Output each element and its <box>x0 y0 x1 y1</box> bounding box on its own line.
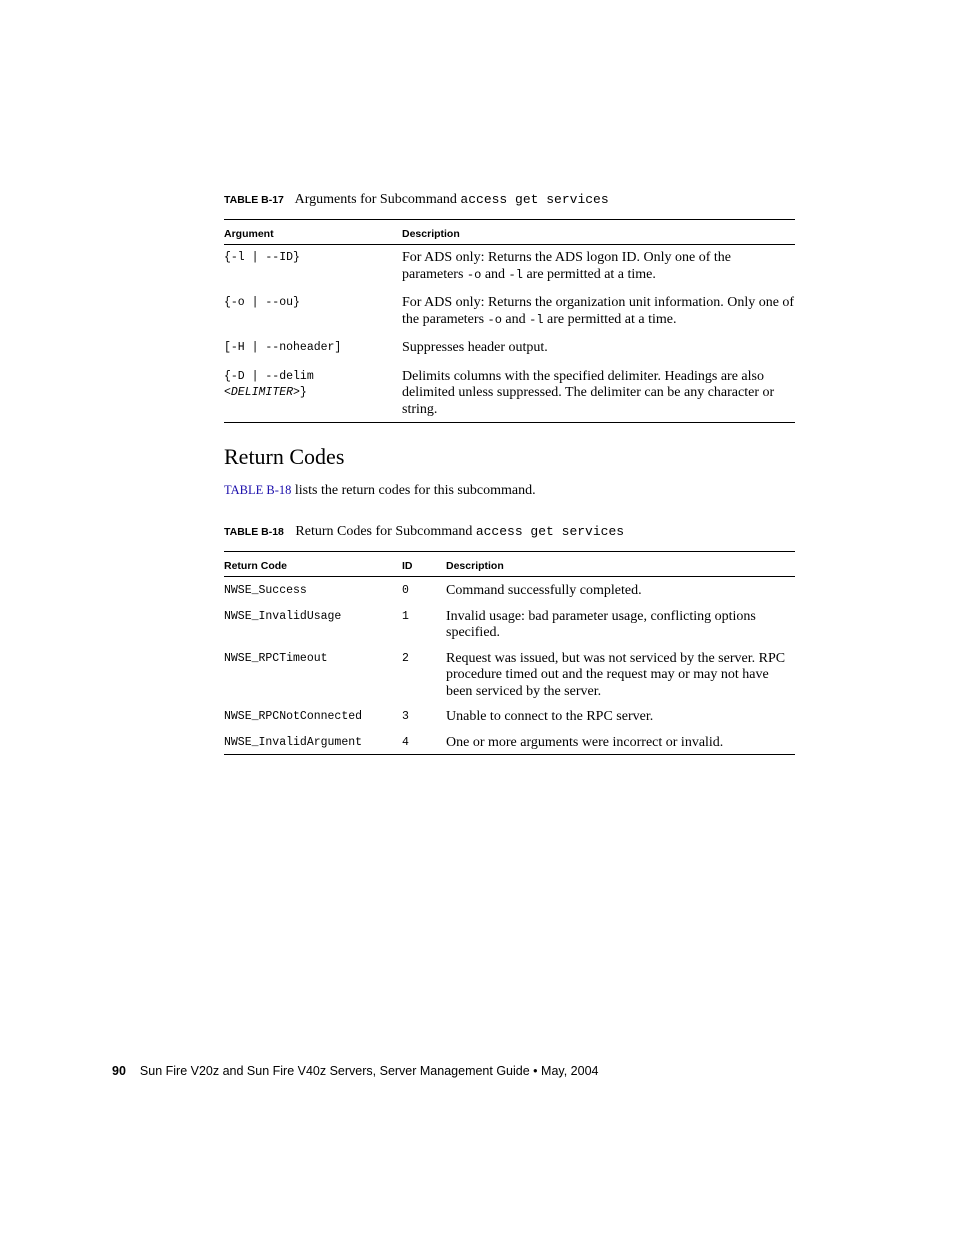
table-row <box>224 704 795 730</box>
arguments-table <box>224 219 795 423</box>
return-code-cell: NWSE_InvalidArgument <box>224 735 363 749</box>
table-b18-link[interactable]: TABLE B-18 <box>224 483 292 497</box>
column-header: Argument <box>224 228 274 240</box>
description-cell: Delimits columns with the specified delimiter. Headings are also delimited unless suppressed. The delimiter can be any character or string. <box>402 368 775 417</box>
paragraph-text: lists the return codes for this subcommand. <box>291 483 536 498</box>
table-row <box>224 245 795 291</box>
description-cell: For ADS only: Returns the ADS logon ID. Only one of the parameters -o and -l are permitted at a time. <box>402 250 731 282</box>
table-b17-label: TABLE B-17 <box>224 194 284 206</box>
description-cell: Unable to connect to the RPC server. <box>446 709 654 724</box>
column-header: Description <box>402 228 460 240</box>
table-row <box>224 335 795 364</box>
footer-date: May, 2004 <box>541 1064 599 1078</box>
id-cell: 2 <box>402 651 409 665</box>
argument-cell: {-l | --ID} <box>224 251 300 264</box>
section-paragraph <box>224 483 536 499</box>
table-b17-command: access get services <box>460 192 609 207</box>
description-cell: For ADS only: Returns the organization unit information. Only one of the parameters -o and -l are permitted at a time. <box>402 295 795 327</box>
id-cell: 4 <box>402 735 409 749</box>
id-cell: 1 <box>402 609 409 623</box>
table-row <box>224 364 795 423</box>
table-b17-title: Arguments for Subcommand <box>294 192 457 207</box>
page-number: 90 <box>112 1064 126 1078</box>
table-b18-caption <box>224 524 624 540</box>
return-code-cell: NWSE_Success <box>224 584 307 597</box>
table-b18-title: Return Codes for Subcommand <box>295 524 473 539</box>
column-header: Description <box>446 560 504 572</box>
footer-bullet: • <box>533 1064 538 1078</box>
return-code-cell: NWSE_RPCNotConnected <box>224 710 363 723</box>
table-b18-command: access get services <box>475 524 625 539</box>
page-footer <box>112 1064 599 1078</box>
description-cell: Command successfully completed. <box>446 583 642 598</box>
argument-cell: {-D | --delim <DELIMITER>} <box>224 369 314 399</box>
description-cell: Request was issued, but was not serviced by the server. RPC procedure timed out and the request may or may not have been serviced by the server. <box>446 650 786 699</box>
table-row <box>224 730 795 755</box>
description-cell: Invalid usage: bad parameter usage, conflicting options specified. <box>446 608 756 640</box>
id-cell: 3 <box>402 710 409 723</box>
table-b17-caption <box>224 192 609 208</box>
return-code-cell: NWSE_InvalidUsage <box>224 609 342 623</box>
description-cell: One or more arguments were incorrect or invalid. <box>446 734 724 750</box>
id-cell: 0 <box>402 584 409 597</box>
section-heading: Return Codes <box>224 444 345 469</box>
table-b18-label: TABLE B-18 <box>224 526 284 538</box>
table-row <box>224 290 795 335</box>
footer-title: Sun Fire V20z and Sun Fire V40z Servers, Server Management Guide <box>139 1064 530 1078</box>
table-row <box>224 577 795 604</box>
description-cell: Suppresses header output. <box>402 340 548 355</box>
argument-cell: {-o | --ou} <box>224 296 300 309</box>
argument-cell: [-H | --noheader] <box>224 341 342 354</box>
table-header-row <box>224 552 795 577</box>
table-header-row <box>224 220 795 245</box>
column-header: Return Code <box>224 560 287 572</box>
return-code-cell: NWSE_RPCTimeout <box>224 651 328 665</box>
table-row <box>224 604 795 646</box>
return-codes-table <box>224 551 795 755</box>
column-header: ID <box>402 560 413 572</box>
table-row <box>224 646 795 705</box>
